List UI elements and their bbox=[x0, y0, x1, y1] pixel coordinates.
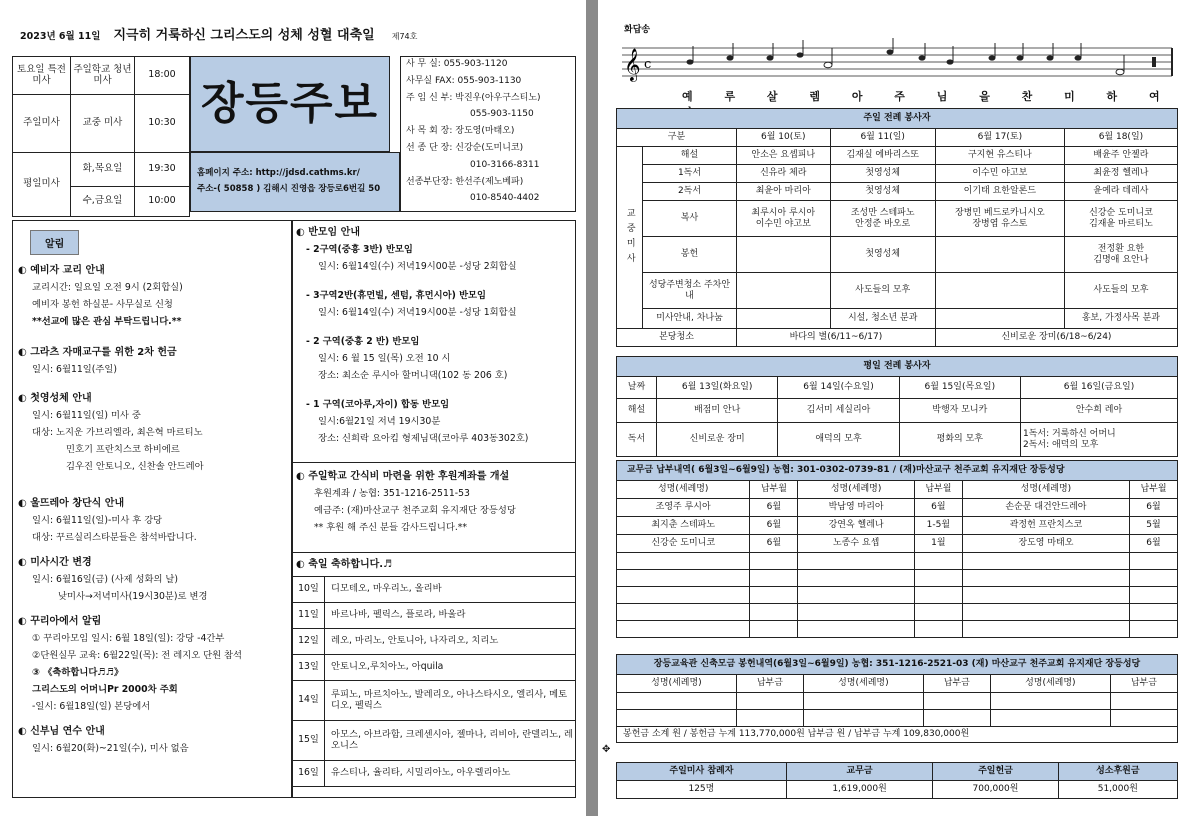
cell bbox=[737, 237, 831, 273]
col-header: 납부금 bbox=[736, 675, 803, 693]
feast-notice bbox=[296, 556, 574, 573]
group-head: - 1 구역(코아루,자이) 합동 반모임 bbox=[306, 399, 450, 410]
schedule-day: 평일미사 bbox=[13, 153, 71, 217]
col-header: 납부월 bbox=[1130, 481, 1178, 499]
cell: 1독서: 거룩하신 어머니 2독서: 애덕의 모후 bbox=[1020, 423, 1177, 457]
notice-title: ◐ 주일학교 간식비 마련을 위한 후원계좌를 개설 bbox=[296, 471, 510, 482]
cell: 6월 bbox=[1130, 499, 1178, 517]
schedule-kind: 교중 미사 bbox=[71, 95, 135, 153]
role-cell: 2독서 bbox=[643, 183, 737, 201]
cell: 최루시아 루시아 이수민 야고보 bbox=[737, 201, 831, 237]
notice-line: 대상: 노지운 가브리엘라, 최은혁 마르티노 bbox=[32, 427, 203, 438]
notice-line: ③ 《축하합니다♬♬》 bbox=[32, 667, 124, 678]
schedule-time: 18:00 bbox=[135, 57, 190, 95]
cell: 최윤정 헬레나 bbox=[1064, 165, 1177, 183]
notice-line: 그리스도의 어머니Pr 2000차 주회 bbox=[32, 684, 178, 695]
office-line: 사 무 실: 055-903-1120 bbox=[406, 59, 508, 69]
table-row bbox=[617, 129, 1178, 147]
table-row bbox=[617, 237, 1178, 273]
church-address: 주소-( 50858 ) 김해시 진영읍 장등로6번길 50 bbox=[197, 184, 381, 194]
role-cell: 해설 bbox=[617, 399, 657, 423]
office-line: 주 임 신 부: 박진우(아우구스티노) bbox=[406, 92, 541, 103]
right-page bbox=[598, 0, 1200, 816]
col-header: 6월 18(일) bbox=[1064, 129, 1177, 147]
table-row bbox=[293, 603, 576, 629]
role-cell: 1독서 bbox=[643, 165, 737, 183]
cell: 윤예라 데레사 bbox=[1064, 183, 1177, 201]
cell bbox=[935, 237, 1064, 273]
building-fund-totals: 봉헌금 소계 원 / 봉헌금 누계 113,770,000원 납부금 원 / 납부금 누계 109,830,000원 bbox=[617, 727, 1178, 743]
building-fund-table bbox=[616, 654, 1178, 743]
col-header: 교무금 bbox=[786, 763, 932, 781]
col-header: 6월 10(토) bbox=[737, 129, 831, 147]
cell: 안수희 레아 bbox=[1020, 399, 1177, 423]
col-header: 주일미사 참례자 bbox=[617, 763, 787, 781]
col-header: 날짜 bbox=[617, 377, 657, 399]
office-line: 055-903-1150 bbox=[470, 109, 534, 120]
sunday-liturgy-table bbox=[616, 108, 1178, 347]
feast-title: 지극히 거룩하신 그리스도의 성체 성혈 대축일 bbox=[113, 28, 375, 43]
cell bbox=[935, 309, 1064, 329]
col-header: 성명(세례명) bbox=[617, 481, 750, 499]
tithe-title: 교무금 납부내역( 6월3일~6월9일) 농협: 301-0302-0739-81 / (재)마산교구 천주교회 유지재단 장등성당 bbox=[617, 461, 1178, 481]
col-header: 납부금 bbox=[1110, 675, 1177, 693]
office-line: 선종부단장: 한선주(제노베파) bbox=[406, 176, 524, 187]
cell: 신강순 도미니코 김재윤 마르티노 bbox=[1064, 201, 1177, 237]
cell bbox=[935, 273, 1064, 309]
group-head: - 3구역2반(휴먼빌, 센텀, 휴먼시아) 반모임 bbox=[306, 290, 487, 301]
cell: 구지현 유스티나 bbox=[935, 147, 1064, 165]
group-head: - 2구역(중흥 3반) 반모임 bbox=[306, 244, 413, 255]
cell: 평화의 모후 bbox=[899, 423, 1020, 457]
cell: 노종수 요셉 bbox=[798, 535, 914, 553]
notice-badge bbox=[30, 230, 79, 255]
feast-day: 12일 bbox=[293, 629, 325, 655]
col-header: 6월 11(일) bbox=[830, 129, 935, 147]
cell: 신비로운 장미(6/18~6/24) bbox=[935, 329, 1177, 347]
table-row bbox=[617, 423, 1178, 457]
notice-line: ** 후원 해 주신 분들 감사드립니다.** bbox=[314, 522, 468, 533]
role-cell: 본당청소 bbox=[617, 329, 737, 347]
cell: 안소은 요셉피나 bbox=[737, 147, 831, 165]
notice-title: ◐ 첫영성체 안내 bbox=[18, 393, 92, 404]
cell: 51,000원 bbox=[1058, 781, 1177, 799]
cell: 6월 bbox=[750, 517, 798, 535]
cell: 신비로운 장미 bbox=[657, 423, 778, 457]
col-header: 구분 bbox=[617, 129, 737, 147]
role-cell: 독서 bbox=[617, 423, 657, 457]
notice-line: 대상: 꾸르실리스타분들은 참석바랍니다. bbox=[32, 532, 197, 543]
table-row bbox=[617, 273, 1178, 309]
feast-day: 13일 bbox=[293, 655, 325, 681]
table-row bbox=[617, 517, 1178, 535]
table-row bbox=[617, 535, 1178, 553]
feast-names: 바르나바, 펠릭스, 플로라, 바울라 bbox=[325, 603, 576, 629]
mass-schedule-table bbox=[12, 56, 190, 217]
notice-title: ◐ 반모임 안내 bbox=[296, 227, 360, 238]
weekday-liturgy-table bbox=[616, 356, 1178, 457]
cell: 6월 bbox=[914, 499, 962, 517]
feast-names: 유스티나, 율리타, 시밀리아노, 아우렐리아노 bbox=[325, 761, 576, 787]
notice-title: ◐ 울뜨레아 창단식 안내 bbox=[18, 498, 125, 509]
col-header: 6월 16일(금요일) bbox=[1020, 377, 1177, 399]
left-page bbox=[0, 0, 586, 816]
col-header: 6월 13일(화요일) bbox=[657, 377, 778, 399]
table-row bbox=[617, 165, 1178, 183]
cell: 6월 bbox=[750, 499, 798, 517]
cell: 6월 bbox=[1130, 535, 1178, 553]
notice-title: ◐ 꾸리아에서 알림 bbox=[18, 616, 102, 627]
notice-line: 김우진 안토니오, 신찬솔 안드레아 bbox=[66, 461, 204, 472]
cell: 애덕의 모후 bbox=[778, 423, 899, 457]
notice-line: -일시: 6월18일(일) 본당에서 bbox=[32, 701, 151, 712]
table-row bbox=[617, 675, 1178, 693]
account-notice bbox=[296, 468, 574, 536]
notice-line: 일시: 6월16일(금) (사제 성화의 날) bbox=[32, 574, 178, 585]
cell: 700,000원 bbox=[933, 781, 1058, 799]
notice-line: 후원계좌 / 농협: 351-1216-2511-53 bbox=[314, 488, 470, 499]
feast-day: 11일 bbox=[293, 603, 325, 629]
weekday-liturgy-title: 평일 전례 봉사자 bbox=[617, 357, 1178, 377]
col-header: 성명(세례명) bbox=[617, 675, 737, 693]
cell: 조성만 스테파노 안정준 바오로 bbox=[830, 201, 935, 237]
cell: 박남영 마리아 bbox=[798, 499, 914, 517]
treble-clef-icon: 𝄞 bbox=[624, 48, 641, 81]
music-staff bbox=[622, 38, 1182, 88]
cell: 이기태 요한알론드 bbox=[935, 183, 1064, 201]
cell: 곽정헌 프란치스코 bbox=[962, 517, 1129, 535]
cell bbox=[737, 309, 831, 329]
notice-line: 예비자 봉헌 하실분- 사무실로 신청 bbox=[32, 299, 173, 310]
table-row bbox=[617, 499, 1178, 517]
office-line: 010-3166-8311 bbox=[470, 159, 540, 170]
cell: 이수민 야고보 bbox=[935, 165, 1064, 183]
feast-table bbox=[292, 576, 576, 787]
col-header: 성명(세례명) bbox=[990, 675, 1110, 693]
notice-line: 민호기 프란치스코 하비에르 bbox=[66, 444, 180, 455]
common-time-icon: c bbox=[644, 57, 652, 72]
feast-names: 디모테오, 마우리노, 올리바 bbox=[325, 577, 576, 603]
col-header: 6월 15일(목요일) bbox=[899, 377, 1020, 399]
schedule-time: 19:30 bbox=[135, 153, 190, 187]
schedule-day: 토요일 특전미사 bbox=[13, 57, 71, 95]
role-cell: 미사안내, 차나눔 bbox=[643, 309, 737, 329]
psalm-label: 화답송 bbox=[624, 25, 651, 35]
cell: 장도영 마태오 bbox=[962, 535, 1129, 553]
table-row bbox=[617, 781, 1178, 799]
role-cell: 봉헌 bbox=[643, 237, 737, 273]
psalm-lyrics: 예 루 살 렘 아 주 님 을 찬 미 하 여 bbox=[682, 90, 1174, 103]
cell: 첫영성체 bbox=[830, 165, 935, 183]
col-header: 성명(세례명) bbox=[798, 481, 914, 499]
notice-line: ① 꾸리아모임 일시: 6월 18일(일): 강당 -4간부 bbox=[32, 633, 225, 644]
notice-line: 장소: 신희락 요아킴 형제님댁(코아루 403동302호) bbox=[318, 433, 529, 444]
notice-line: 일시: 6월20(화)~21일(수), 미사 없음 bbox=[32, 743, 189, 754]
cell: 1월 bbox=[914, 535, 962, 553]
cell: 1-5월 bbox=[914, 517, 962, 535]
table-row bbox=[617, 183, 1178, 201]
office-contacts bbox=[400, 56, 576, 207]
group-head: - 2 구역(중흥 2 반) 반모임 bbox=[306, 336, 420, 347]
notice-title: ◐ 신부님 연수 안내 bbox=[18, 726, 105, 737]
schedule-time: 10:30 bbox=[135, 95, 190, 153]
notice-line: 일시: 6월14일(수) 저녁19시00분 -성당 1회합실 bbox=[318, 307, 517, 318]
table-row bbox=[293, 577, 576, 603]
feast-names: 루피노, 마르치아노, 발레리오, 아나스타시오, 엘리사, 메토디오, 펠릭스 bbox=[325, 681, 576, 721]
notice-line: 낮미사→저녁미사(19시30분)로 변경 bbox=[58, 591, 208, 602]
office-line: 사 목 회 장: 장도영(마태오) bbox=[406, 126, 515, 137]
sunday-liturgy-title: 주일 전례 봉사자 bbox=[617, 109, 1178, 129]
homepage-url[interactable]: 홈페이지 주소: http://jdsd.cathms.kr/ bbox=[197, 168, 360, 178]
cell: 강연옥 헬레나 bbox=[798, 517, 914, 535]
cell: 신유라 체라 bbox=[737, 165, 831, 183]
side-label: 교중미사 bbox=[617, 147, 643, 329]
notice-line: 예금주: (재)마산교구 천주교회 유지재단 장등성당 bbox=[314, 505, 516, 516]
col-header: 6월 14일(수요일) bbox=[778, 377, 899, 399]
notice-line: 일시: 6월11일(일)-미사 후 강당 bbox=[32, 515, 163, 526]
bulletin-header bbox=[20, 24, 580, 43]
table-row bbox=[617, 309, 1178, 329]
cell: 배윤주 안젤라 bbox=[1064, 147, 1177, 165]
notice-title: ◐ 그라츠 자매교구를 위한 2차 헌금 bbox=[18, 347, 177, 358]
feast-day: 16일 bbox=[293, 761, 325, 787]
cell: 시설, 청소년 분과 bbox=[830, 309, 935, 329]
col-header: 성소후원금 bbox=[1058, 763, 1177, 781]
table-row bbox=[293, 629, 576, 655]
cell: 배점미 안나 bbox=[657, 399, 778, 423]
cell: 김서미 세실리아 bbox=[778, 399, 899, 423]
office-line: 선 종 단 장: 신강순(도미니코) bbox=[406, 142, 524, 153]
feast-day: 14일 bbox=[293, 681, 325, 721]
middle-notices bbox=[296, 224, 574, 447]
notice-line: 교리시간: 일요일 오전 9시 (2회합실) bbox=[32, 282, 183, 293]
col-header: 주일헌금 bbox=[933, 763, 1058, 781]
role-cell: 해설 bbox=[643, 147, 737, 165]
table-row bbox=[617, 399, 1178, 423]
feast-names: 아모스, 아브라함, 크레센시아, 젤마나, 리비아, 란델리노, 레오니스 bbox=[325, 721, 576, 761]
cell: 전정환 요한 김명애 요안나 bbox=[1064, 237, 1177, 273]
summary-table bbox=[616, 762, 1178, 799]
cell: 홍보, 가정사목 분과 bbox=[1064, 309, 1177, 329]
table-row bbox=[617, 377, 1178, 399]
schedule-kind: 주일학교 청년미사 bbox=[71, 57, 135, 95]
cell: 5월 bbox=[1130, 517, 1178, 535]
bulletin-logo: 장등주보 bbox=[190, 56, 390, 152]
table-row bbox=[617, 763, 1178, 781]
homepage-box bbox=[190, 152, 400, 212]
schedule-kind: 수,금요일 bbox=[71, 187, 135, 217]
cell: 6월 bbox=[750, 535, 798, 553]
notice-badge-label: 알림 bbox=[30, 230, 79, 255]
table-row bbox=[293, 761, 576, 787]
table-row bbox=[293, 721, 576, 761]
cell: 최지춘 스테파노 bbox=[617, 517, 750, 535]
notice-line: **선교에 많은 관심 부탁드립니다.** bbox=[32, 316, 182, 327]
table-row bbox=[293, 655, 576, 681]
notice-line: 일시: 6월11일(일) 미사 중 bbox=[32, 410, 141, 421]
table-row bbox=[617, 147, 1178, 165]
notice-line: 일시:6월21일 저녁 19시30분 bbox=[318, 416, 441, 427]
feast-day: 15일 bbox=[293, 721, 325, 761]
cell: 박행자 모니카 bbox=[899, 399, 1020, 423]
schedule-kind: 화,목요일 bbox=[71, 153, 135, 187]
notice-title: ◐ 예비자 교리 안내 bbox=[18, 265, 105, 276]
col-header: 납부금 bbox=[923, 675, 990, 693]
building-fund-title: 장등교육관 신축모금 봉헌내역(6월3일~6월9일) 농협: 351-1216-2521-03 (재) 마산교구 천주교회 유지재단 장등성당 bbox=[617, 655, 1178, 675]
notice-line: 일시: 6월11일(주일) bbox=[32, 364, 117, 375]
col-header: 납부월 bbox=[914, 481, 962, 499]
divider bbox=[292, 552, 576, 553]
notice-line: 일시: 6월14일(수) 저녁19시00분 -성당 2회합실 bbox=[318, 261, 517, 272]
cell: 조영주 루시아 bbox=[617, 499, 750, 517]
divider bbox=[292, 462, 576, 463]
role-cell: 성당주변청소 주차안내 bbox=[643, 273, 737, 309]
left-notices bbox=[18, 262, 290, 757]
cell: 장병민 베드로카니시오 장병엽 유스토 bbox=[935, 201, 1064, 237]
office-line: 사무실 FAX: 055-903-1130 bbox=[406, 75, 522, 86]
tithe-table bbox=[616, 460, 1178, 638]
notice-line: ②단원실무 교육: 6월22일(목): 전 레지오 단원 참석 bbox=[32, 650, 243, 661]
col-header: 납부월 bbox=[750, 481, 798, 499]
table-row bbox=[617, 329, 1178, 347]
feast-day: 10일 bbox=[293, 577, 325, 603]
feast-names: 레오, 마리노, 안토니아, 나자리오, 치리노 bbox=[325, 629, 576, 655]
issue-number: 제74호 bbox=[391, 32, 418, 41]
cell: 사도들의 모후 bbox=[830, 273, 935, 309]
table-row bbox=[617, 201, 1178, 237]
cell: 사도들의 모후 bbox=[1064, 273, 1177, 309]
cell: 김재실 에바리스또 bbox=[830, 147, 935, 165]
table-row bbox=[293, 681, 576, 721]
cell: 손순문 대건안드레아 bbox=[962, 499, 1129, 517]
cell: 1,619,000원 bbox=[786, 781, 932, 799]
cell bbox=[737, 273, 831, 309]
col-header: 성명(세례명) bbox=[962, 481, 1129, 499]
notice-line: 장소: 최소순 루시아 할머니댁(102 동 206 호) bbox=[318, 370, 508, 381]
col-header: 성명(세례명) bbox=[803, 675, 923, 693]
cell: 바다의 별(6/11~6/17) bbox=[737, 329, 936, 347]
issue-date: 2023년 6월 11일 bbox=[20, 31, 101, 42]
schedule-day: 주일미사 bbox=[13, 95, 71, 153]
notice-line: 일시: 6 월 15 일(목) 오전 10 시 bbox=[318, 353, 451, 364]
feast-names: 안토니오,루치아노, 아quila bbox=[325, 655, 576, 681]
cell: 첫영성체 bbox=[830, 237, 935, 273]
notice-title: ◐ 미사시간 변경 bbox=[18, 557, 92, 568]
role-cell: 복사 bbox=[643, 201, 737, 237]
cell: 125명 bbox=[617, 781, 787, 799]
schedule-time: 10:00 bbox=[135, 187, 190, 217]
move-handle-icon[interactable]: ✥ bbox=[602, 744, 611, 755]
col-header: 6월 17(토) bbox=[935, 129, 1064, 147]
office-line: 010-8540-4402 bbox=[470, 193, 540, 204]
notice-title: ◐ 축일 축하합니다.♬ bbox=[296, 559, 393, 570]
table-row bbox=[617, 481, 1178, 499]
cell: 첫영성체 bbox=[830, 183, 935, 201]
cell: 최윤아 마리아 bbox=[737, 183, 831, 201]
cell: 신강순 도미니코 bbox=[617, 535, 750, 553]
